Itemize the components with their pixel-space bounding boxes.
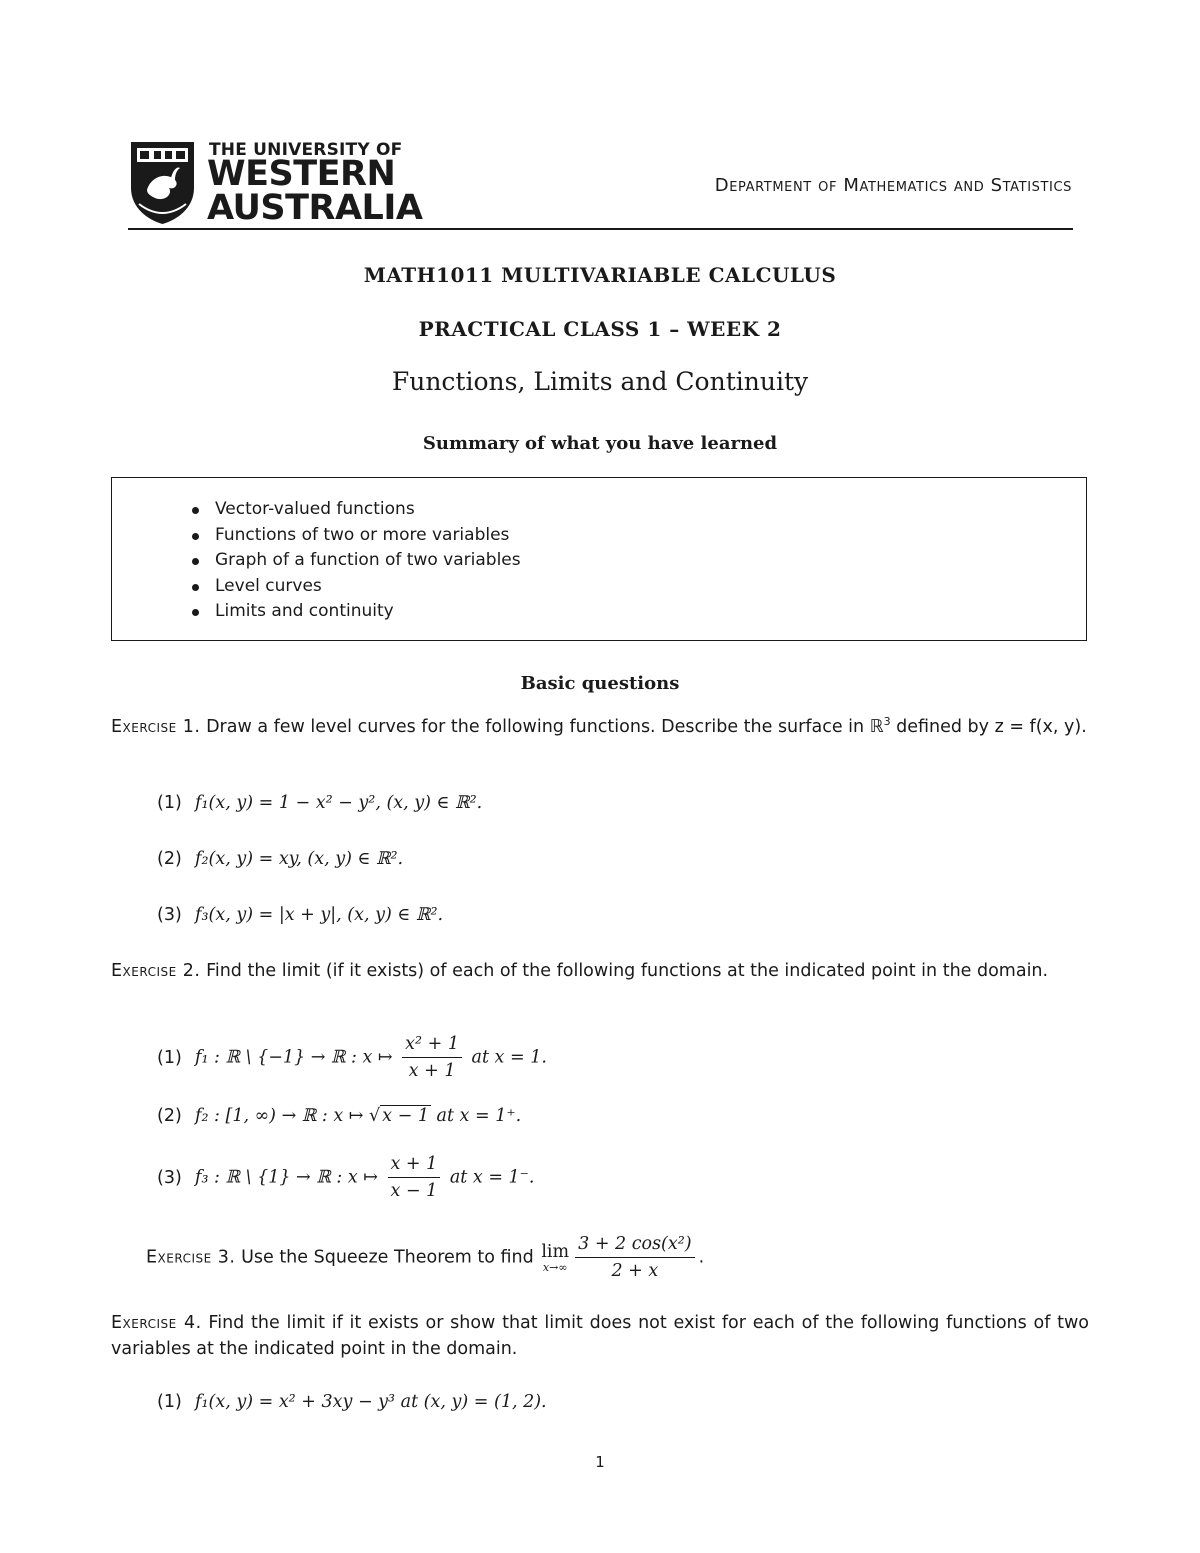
- bullet-icon: [192, 507, 199, 514]
- exercise-1-label: Exercise 1.: [111, 716, 201, 737]
- exercise-4-item-1: (1) f₁(x, y) = x² + 3xy − y³ at (x, y) = (1, 2).: [157, 1392, 547, 1412]
- summary-box: [111, 477, 1087, 641]
- summary-item: Level curves: [190, 574, 521, 600]
- summary-heading: Summary of what you have learned: [422, 433, 778, 454]
- department-name: Department of Mathematics and Statistics: [714, 175, 1072, 196]
- exercise-2-label: Exercise 2.: [111, 961, 201, 981]
- exercise-4-text: Exercise 4. Find the limit if it exists or show that limit does not exist for each of the following functions of two variables at the indicated point in the domain.: [111, 1313, 1089, 1359]
- summary-item: Limits and continuity: [190, 599, 521, 625]
- bullet-icon: [192, 558, 199, 565]
- exercise-4-label: Exercise 4.: [111, 1313, 202, 1333]
- exercise-2-item-2: (2) f₂ : [1, ∞) → ℝ : x ↦ √ x − 1 at x = 1⁺.: [157, 1106, 522, 1126]
- summary-item: Functions of two or more variables: [190, 523, 521, 549]
- university-name-line3: AUSTRALIA: [207, 188, 423, 228]
- exercise-1-text: Exercise 1. Draw a few level curves for the following functions. Describe the surface in ℝ$^3$ defined by z = f(x, y).: [111, 715, 1087, 737]
- exercise-1-item-1: (1) f₁(x, y) = 1 − x² − y², (x, y) ∈ ℝ².: [157, 793, 483, 813]
- exercise-3-label: Exercise 3.: [146, 1247, 236, 1268]
- fraction: $\frac{\text{3 + 2 cos(x²)}}{2 + x}$: [575, 1234, 694, 1281]
- university-name-line1: THE UNIVERSITY OF: [209, 140, 403, 160]
- practical-title: PRACTICAL CLASS 1 – WEEK 2: [418, 317, 782, 341]
- header-divider: [128, 228, 1073, 230]
- radicand: x − 1: [382, 1106, 429, 1126]
- exercise-2-item-3: (3) f₃ : ℝ \ {1} → ℝ : x ↦ $\frac{x + 1}{x - 1}$ at x = 1⁻.: [157, 1154, 535, 1201]
- topic-title: Functions, Limits and Continuity: [391, 367, 809, 396]
- uwa-crest-icon: [125, 138, 200, 226]
- bullet-icon: [192, 609, 199, 616]
- bullet-icon: [192, 533, 199, 540]
- page-number: 1: [595, 1453, 605, 1471]
- exercise-1-item-3: (3) f₃(x, y) = |x + y|, (x, y) ∈ ℝ².: [157, 905, 444, 925]
- summary-item: Vector-valued functions: [190, 497, 521, 523]
- exercise-1-item-2: (2) f₂(x, y) = xy, (x, y) ∈ ℝ².: [157, 849, 404, 869]
- university-name-line2: WESTERN: [207, 154, 396, 194]
- basic-questions-heading: Basic questions: [520, 673, 680, 694]
- exercise-2-text: Exercise 2. Find the limit (if it exists) of each of the following functions at the indicated point in the domain.: [111, 961, 1049, 981]
- limit-operator: lim x→∞: [541, 1241, 570, 1274]
- course-title: MATH1011 MULTIVARIABLE CALCULUS: [363, 263, 837, 287]
- exercise-2-item-1: (1) f₁ : ℝ \ {−1} → ℝ : x ↦ $\frac{\text{x² + 1}}{x + 1}$ at x = 1.: [157, 1034, 547, 1081]
- summary-item: Graph of a function of two variables: [190, 548, 521, 574]
- bullet-icon: [192, 584, 199, 591]
- fraction: $\frac{\text{x² + 1}}{x + 1}$: [402, 1034, 462, 1081]
- summary-list: [190, 497, 521, 625]
- fraction: $\frac{x + 1}{x - 1}$: [388, 1154, 441, 1201]
- exercise-3-text: Exercise 3. Use the Squeeze Theorem to find lim x→∞ $\frac{\text{3 + 2 cos(x²)}}{2 + x}$ .: [146, 1234, 705, 1281]
